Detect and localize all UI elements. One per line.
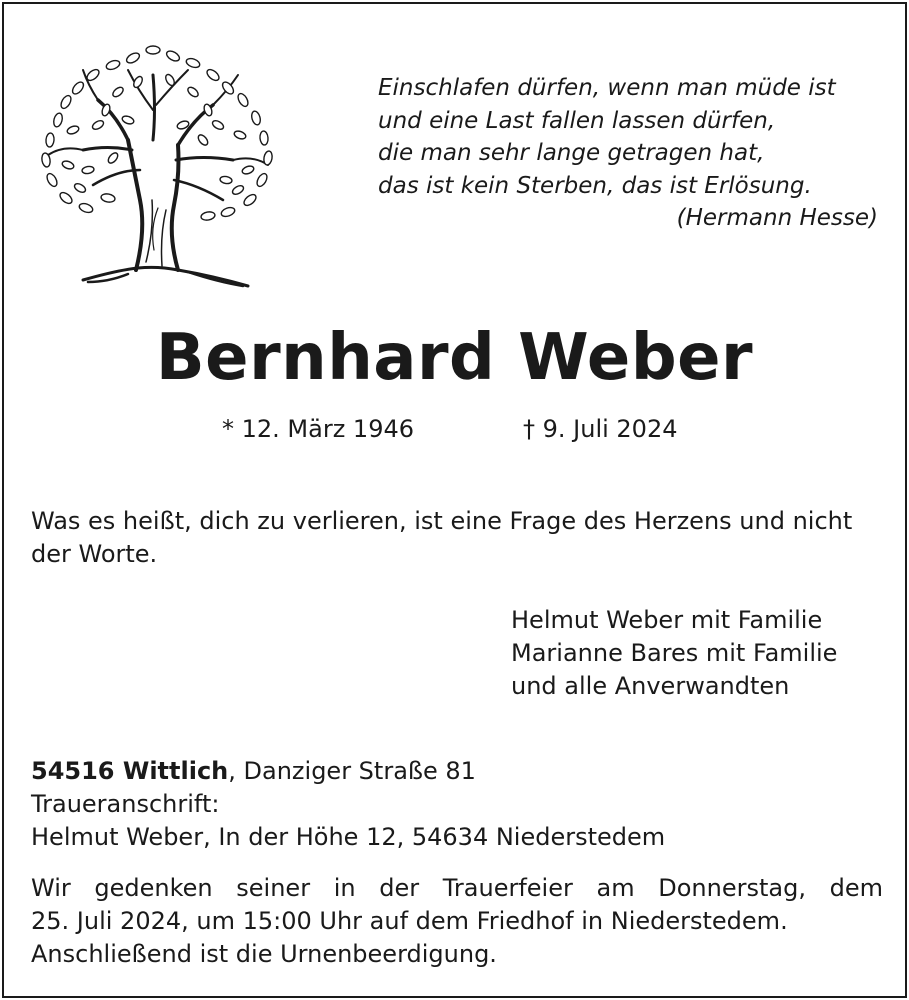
ceremony-line: Anschließend ist die Urnenbeerdigung. bbox=[31, 940, 497, 968]
quote-author: (Hermann Hesse) bbox=[676, 205, 878, 231]
hesse-quote bbox=[378, 72, 878, 235]
mourner-entry: und alle Anverwandten bbox=[511, 672, 790, 700]
mourning-address: Helmut Weber, In der Höhe 12, 54634 Niederstedem bbox=[31, 823, 666, 851]
quote-line: und eine Last fallen lassen dürfen, bbox=[378, 107, 776, 134]
mourner-entry: Marianne Bares mit Familie bbox=[511, 639, 838, 667]
ceremony-info bbox=[31, 872, 883, 971]
quote-line: Einschlafen dürfen, wenn man müde ist bbox=[378, 75, 836, 101]
home-address bbox=[31, 755, 883, 788]
mourning-address-label: Traueranschrift: bbox=[31, 790, 220, 818]
mourner-entry: Helmut Weber mit Familie bbox=[511, 606, 823, 634]
deceased-name: Bernhard Weber bbox=[155, 321, 754, 395]
quote-line: das ist kein Sterben, das ist Erlösung. bbox=[378, 172, 812, 199]
home-street: , Danziger Straße 81 bbox=[228, 757, 476, 785]
tree-icon bbox=[28, 30, 284, 294]
home-city: 54516 Wittlich bbox=[31, 757, 229, 785]
death-date: † 9. Juli 2024 bbox=[523, 415, 678, 443]
mourners-list bbox=[511, 604, 837, 703]
birth-date: * 12. März 1946 bbox=[222, 415, 415, 443]
address-block bbox=[31, 755, 883, 854]
ceremony-line: 25. Juli 2024, um 15:00 Uhr auf dem Friedhof in Niederstedem. bbox=[31, 907, 788, 935]
quote-line: die man sehr lange getragen hat, bbox=[378, 140, 765, 166]
memorial-saying: Was es heißt, dich zu verlieren, ist eine Frage des Herzens und nicht der Worte. bbox=[31, 507, 853, 568]
ceremony-line: Wir gedenken seiner in der Trauerfeier am Donnerstag, dem bbox=[31, 874, 883, 902]
